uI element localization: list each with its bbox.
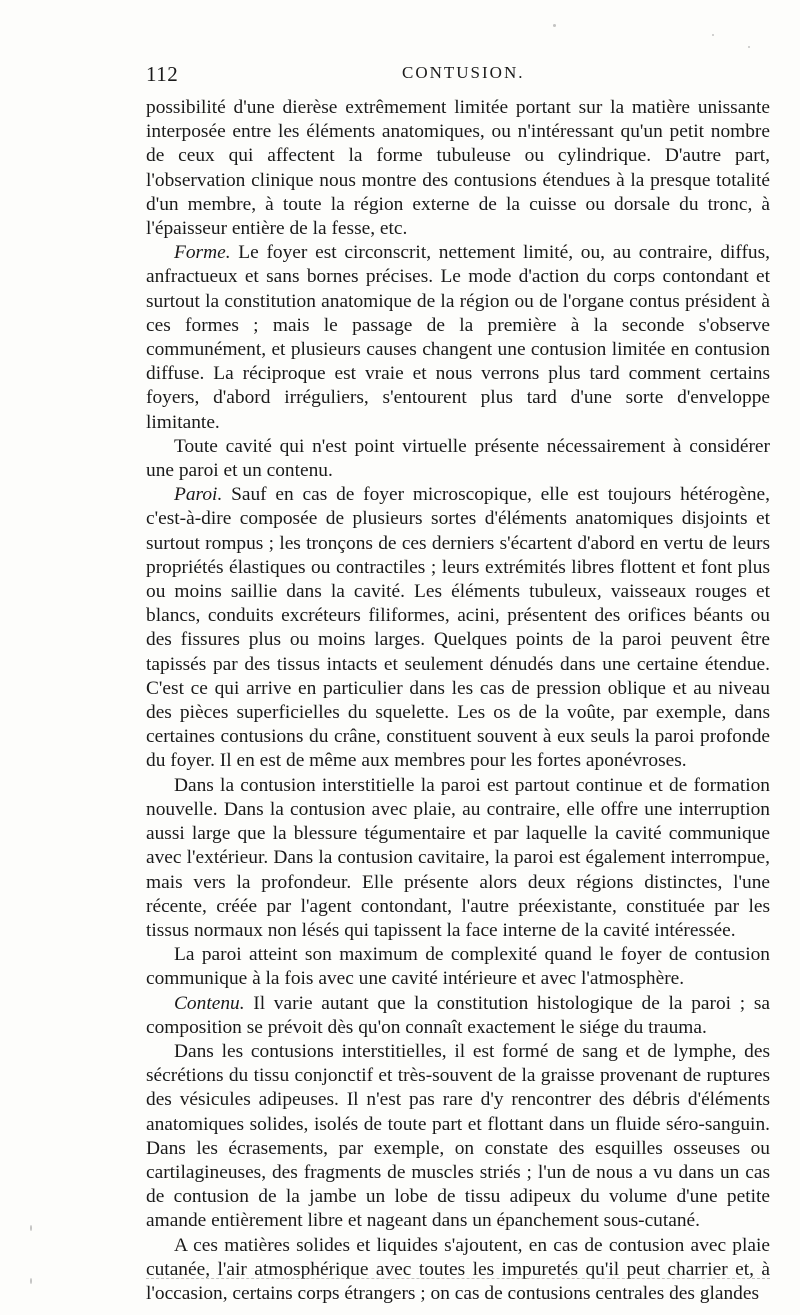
paragraph-text: Le foyer est circonscrit, nettement limité, ou, au contraire, diffus, anfractueux et sans bornes précises. Le mode d'action du corps contondant et surtout la constitution anatomique de la région ou de l'organe contus président à ces formes ; mais le passage de la première à la seconde s'observe communément, et plusieurs causes changent une contusion limitée en contusion diffuse. La réciproque est vraie et nous verrons plus tard comment certains foyers, d'abord irréguliers, s'entourent plus tard d'une sorte d'enveloppe limitante. (146, 242, 770, 433)
paragraph-text: Il varie autant que la constitution histologique de la paroi ; sa composition se prévoit dès qu'on connaît exactement le siége du trauma. (146, 992, 770, 1038)
scan-speck (30, 1225, 32, 1231)
paragraph-text: Dans les contusions interstitielles, il est formé de sang et de lymphe, des sécrétions du tissu conjonctif et très-souvent de la graisse provenant de ruptures des vésicules adipeuses. Il n'est pas rare d'y rencontrer des débris d'éléments anatomiques solides, isolés de toute part et flottant dans un fluide séro-sanguin. Dans les écrasements, par exemple, on constate des esquilles osseuses ou cartilagineuses, des fragments de muscles striés ; l'un de nous a vu dans un cas de contusion de la jambe un lobe de tissu adipeux du volume d'une petite amande entièrement libre et nageant dans un épanchement sous-cutané. (146, 1040, 770, 1232)
paragraph-text: A ces matières solides et liquides s'ajoutent, en cas de contusion avec plaie cutanée, l'air atmosphérique avec toutes les impuretés qu'il peut charrier et, à l'occasion, certains corps étrangers ; on cas de contusions centrales des glandes (146, 1234, 770, 1304)
paragraph-text: Sauf en cas de foyer microscopique, elle est toujours hétérogène, c'est-à-dire composée de plusieurs sortes d'éléments anatomiques disjoints et surtout rompus ; les tronçons de ces derniers s'écartent d'abord en vertu de leurs propriétés élastiques ou contractiles ; leurs extrémités libres flottent et font plus ou moins saillie dans la cavité. Les éléments tubuleux, vaisseaux rouges et blancs, conduits excréteurs filiformes, acini, présentent des orifices béants ou des fissures plus ou moins larges. Quelques points de la paroi peuvent être tapissés par des tissus intacts et seulement dénudés dans une certaine étendue. C'est ce qui arrive en particulier dans les cas de pression oblique et au niveau des pièces superficielles du squelette. Les os de la voûte, par exemple, dans certaines contusions du crâne, constituent souvent à eux seuls la paroi profonde du foyer. Il en est de même aux membres pour les fortes aponévroses. (146, 484, 770, 772)
paragraph (146, 774, 770, 943)
paragraph (146, 1040, 770, 1234)
paragraph (146, 435, 770, 483)
paragraph (146, 241, 770, 435)
paragraph-text: Toute cavité qui n'est point virtuelle présente nécessairement à considérer une paroi et un contenu. (146, 435, 770, 482)
paragraph-text: possibilité d'une dierèse extrêmement limitée portant sur la matière unissante interposée entre les éléments anatomiques, ou n'intéressant qu'un petit nombre de ceux qui affectent la forme tubuleuse ou cylindrique. D'autre part, l'observation clinique nous montre des contusions étendues à la presque totalité d'un membre, à toute la région externe de la cuisse ou dorsale du tronc, à l'épaisseur entière de la fesse, etc. (146, 97, 770, 240)
body-text (146, 96, 770, 1306)
running-head: CONTUSION. (402, 63, 525, 82)
page-header (146, 62, 766, 90)
bleed-through-line (146, 1278, 770, 1279)
scan-speck (712, 34, 714, 36)
paragraph-text: La paroi atteint son maximum de complexité quand le foyer de contusion communique à la fois avec une cavité intérieure et avec l'atmosphère. (146, 944, 770, 990)
paragraph (146, 1234, 770, 1307)
paragraph (146, 992, 770, 1040)
paragraph-text: Dans la contusion interstitielle la paroi est partout continue et de formation nouvelle. Dans la contusion avec plaie, au contraire, elle offre une interruption aussi large que la blessure tégumentaire et par laquelle la cavité communique avec l'extérieur. Dans la contusion cavitaire, la paroi est également interrompue, mais vers la profondeur. Elle présente alors deux régions distinctes, l'une récente, créée par l'agent contondant, l'autre préexistante, constituée par les tissus normaux non lésés qui tapissent la face interne de la cavité intéressée. (146, 774, 770, 941)
scan-speck (30, 1278, 32, 1284)
scan-speck (748, 46, 750, 48)
scan-speck (553, 24, 556, 27)
paragraph-lead: Paroi. (174, 484, 223, 506)
paragraph (146, 943, 770, 991)
paragraph-lead: Contenu. (174, 992, 245, 1014)
paragraph (146, 96, 770, 241)
paragraph-lead: Forme. (174, 242, 231, 264)
paragraph (146, 483, 770, 773)
page-number: 112 (146, 62, 179, 86)
